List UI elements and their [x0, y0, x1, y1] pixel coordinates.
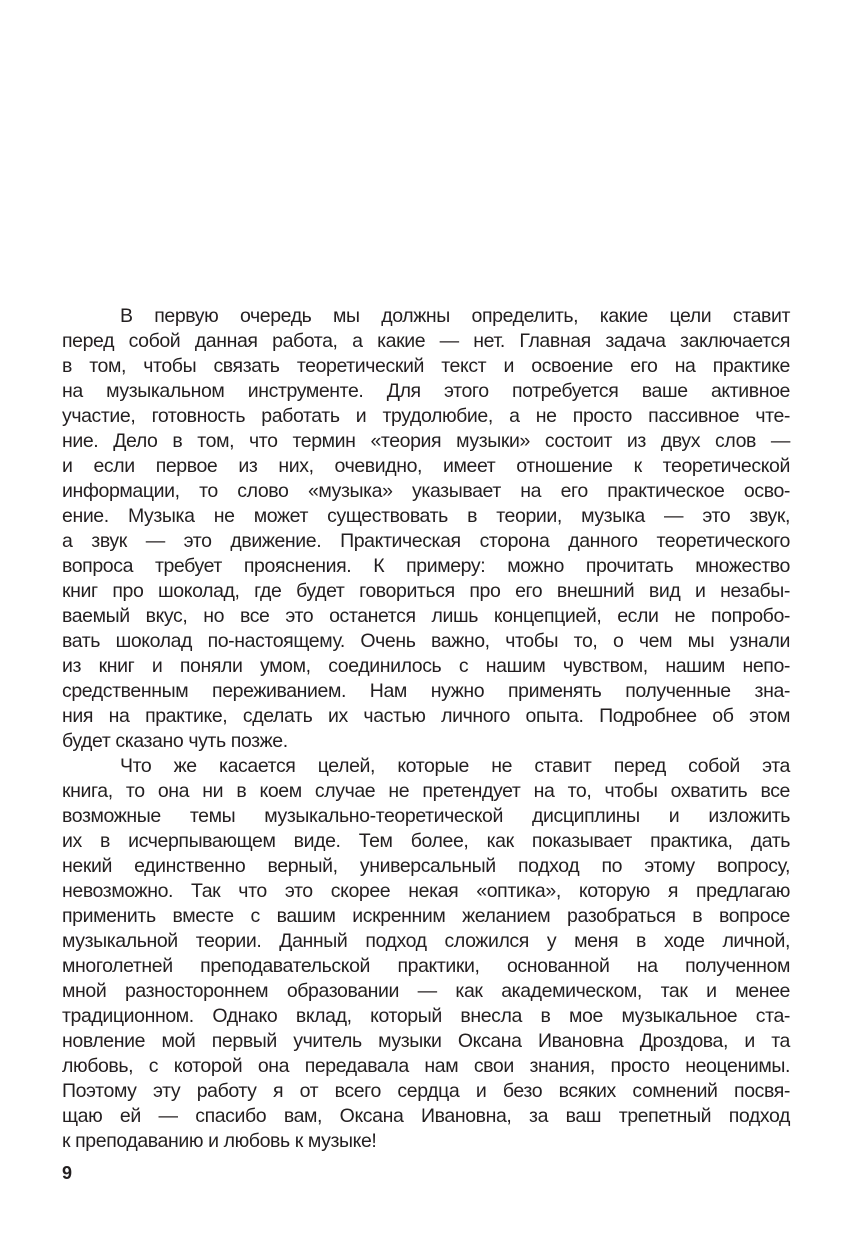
- text-line: перед собой данная работа, а какие — нет. Главная задача заключается: [62, 330, 790, 352]
- text-line: вопроса требует прояснения. К примеру: можно прочитать множество: [62, 555, 790, 577]
- text-line: новление мой первый учитель музыки Оксана Ивановна Дроздова, и та: [62, 1030, 790, 1052]
- paragraph: [62, 754, 790, 1154]
- text-line: из книг и поняли умом, соединилось с нашим чувством, нашим непо-: [62, 655, 790, 677]
- text-line: музыкальной теории. Данный подход сложился у меня в ходе личной,: [62, 930, 790, 952]
- text-line: средственным переживанием. Нам нужно применять полученные зна-: [62, 680, 790, 702]
- text-line: ваемый вкус, но все это останется лишь концепцией, если не попробо-: [62, 605, 790, 627]
- text-line: на музыкальном инструменте. Для этого потребуется ваше активное: [62, 380, 790, 402]
- text-line: книг про шоколад, где будет говориться про его внешний вид и незабы-: [62, 580, 790, 602]
- text-line: их в исчерпывающем виде. Тем более, как показывает практика, дать: [62, 830, 790, 852]
- text-line: В первую очередь мы должны определить, какие цели ставит: [120, 305, 790, 327]
- page-body: [62, 304, 790, 1154]
- text-line: применить вместе с вашим искренним желанием разобраться в вопросе: [62, 905, 790, 927]
- text-line: возможные темы музыкально-теоретической дисциплины и изложить: [62, 805, 790, 827]
- text-line: будет сказано чуть позже.: [62, 730, 288, 752]
- text-line: и если первое из них, очевидно, имеет отношение к теоретической: [62, 455, 790, 477]
- text-line: а звук — это движение. Практическая сторона данного теоретического: [62, 530, 790, 552]
- text-line: ение. Музыка не может существовать в теории, музыка — это звук,: [62, 505, 790, 527]
- text-line: мной разностороннем образовании — как академическом, так и менее: [62, 980, 790, 1002]
- text-line: невозможно. Так что это скорее некая «оптика», которую я предлагаю: [62, 880, 790, 902]
- text-line: щаю ей — спасибо вам, Оксана Ивановна, за ваш трепетный подход: [62, 1105, 790, 1127]
- text-line: информации, то слово «музыка» указывает на его практическое осво-: [62, 480, 790, 502]
- text-line: ния на практике, сделать их частью личного опыта. Подробнее об этом: [62, 705, 790, 727]
- paragraph: [62, 304, 790, 754]
- text-line: многолетней преподавательской практики, основанной на полученном: [62, 955, 790, 977]
- text-line: Что же касается целей, которые не ставит перед собой эта: [120, 755, 790, 777]
- text-line: ние. Дело в том, что термин «теория музыки» состоит из двух слов —: [62, 430, 790, 452]
- text-line: книга, то она ни в коем случае не претендует на то, чтобы охватить все: [62, 780, 790, 802]
- text-line: вать шоколад по-настоящему. Очень важно, чтобы то, о чем мы узнали: [62, 630, 790, 652]
- text-line: некий единственно верный, универсальный подход по этому вопросу,: [62, 855, 790, 877]
- text-line: традиционном. Однако вклад, который внесла в мое музыкальное ста-: [62, 1005, 790, 1027]
- text-line: участие, готовность работать и трудолюбие, а не просто пассивное чте-: [62, 405, 790, 427]
- text-line: любовь, с которой она передавала нам свои знания, просто неоценимы.: [62, 1055, 790, 1077]
- text-line: к преподаванию и любовь к музыке!: [62, 1130, 377, 1152]
- page-number: 9: [62, 1163, 73, 1183]
- text-line: Поэтому эту работу я от всего сердца и безо всяких сомнений посвя-: [62, 1080, 790, 1102]
- text-line: в том, чтобы связать теоретический текст и освоение его на практике: [62, 355, 790, 377]
